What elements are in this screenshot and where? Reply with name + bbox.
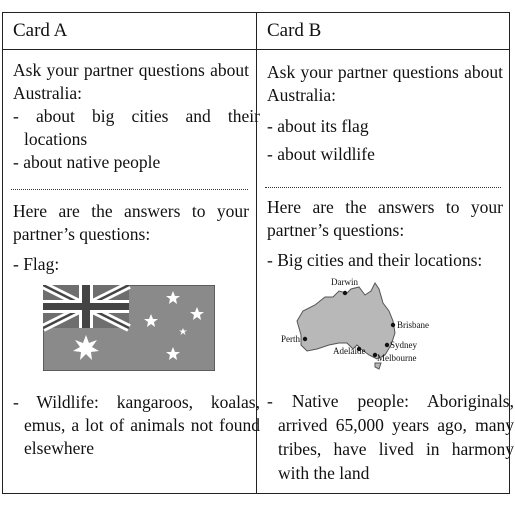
- card-a-title: Card A: [13, 20, 68, 41]
- union-jack-canton: [43, 285, 129, 328]
- card-b-native-answer: - Native people: Aboriginals, arrived 65,000 years ago, many tribes, have lived in harmony with the land: [267, 391, 514, 483]
- card-b-ask-item-wildlife: - about wildlife: [267, 144, 375, 164]
- card-b-answers-intro: Here are the answers to your partner’s questions:: [267, 197, 503, 240]
- card-a: [3, 13, 260, 493]
- australian-flag-image: [43, 285, 215, 371]
- card-a-ask-item-cities: - about big cities and their locations: [13, 106, 260, 149]
- card-a-wildlife-answer: - Wildlife: kangaroos, koalas, emus, a lot of animals not found elsewhere: [13, 392, 260, 458]
- card-a-flag-label: - Flag:: [13, 254, 60, 274]
- card-b-dotted-separator: [265, 187, 501, 188]
- map-label-melbourne: Melbourne: [377, 353, 417, 363]
- card-b-title: Card B: [267, 20, 322, 41]
- card-a-ask-item-native: - about native people: [13, 152, 161, 172]
- cards-table: [2, 12, 514, 494]
- card-b-ask-intro: Ask your partner questions about Australia:: [267, 62, 503, 105]
- card-a-ask-intro: Ask your partner questions about Australia:: [13, 60, 249, 103]
- card-a-answers-intro: Here are the answers to your partner’s questions:: [13, 201, 249, 244]
- card-a-dotted-separator: [11, 189, 248, 190]
- card-b-ask-item-flag: - about its flag: [267, 116, 369, 136]
- tasmania-shape: [375, 363, 381, 369]
- australia-map-image: [281, 275, 431, 375]
- map-label-brisbane: Brisbane: [397, 320, 429, 330]
- map-label-perth: Perth: [281, 334, 300, 344]
- map-label-sydney: Sydney: [390, 340, 417, 350]
- map-label-darwin: Darwin: [331, 277, 358, 287]
- card-b-cities-label: - Big cities and their locations:: [267, 250, 483, 270]
- map-label-adelaide: Adelaide: [333, 346, 366, 356]
- card-b: [257, 13, 514, 493]
